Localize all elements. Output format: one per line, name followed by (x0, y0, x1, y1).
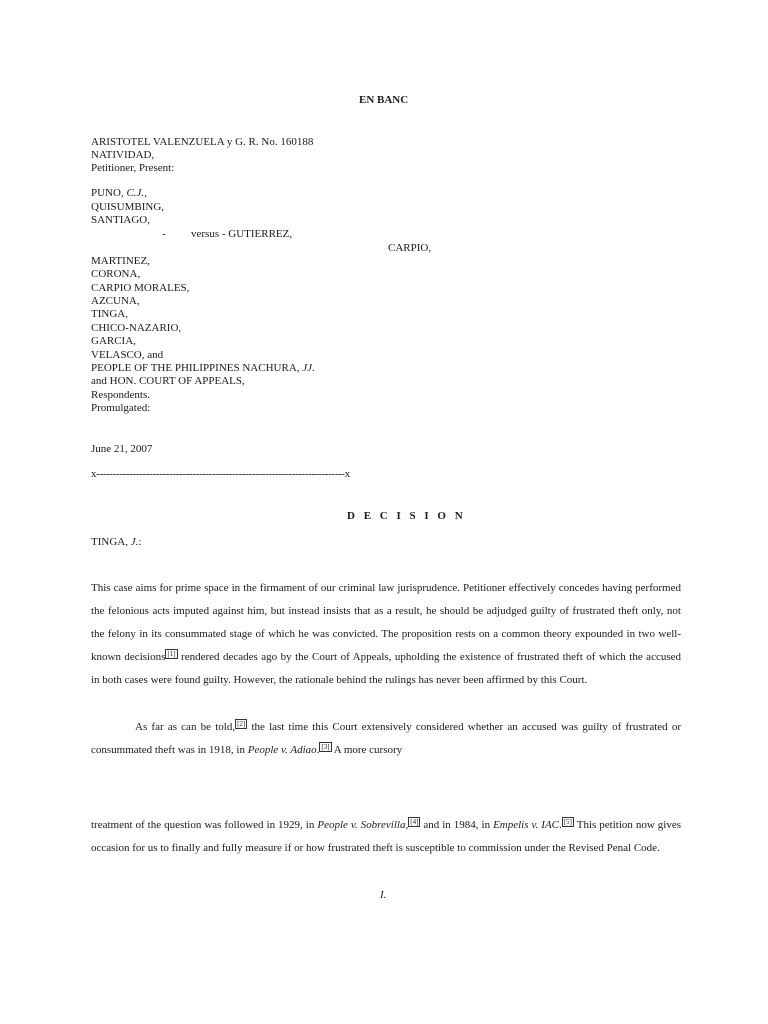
versus-line: versus - GUTIERREZ, (191, 228, 293, 240)
ponente-name: TINGA, (91, 536, 131, 548)
paragraph-line: occasion for us to finally and fully measure if or how frustrated theft is susceptible to commission under the Revised Penal Code. (91, 842, 660, 854)
petitioner-line-1: ARISTOTEL VALENZUELA y G. R. No. 160188 (91, 136, 314, 148)
text-run: known decisions (91, 651, 166, 663)
case-citation: Empelis v. IAC (493, 819, 560, 831)
bench-member: TINGA, (91, 308, 128, 320)
paragraph-line (91, 651, 681, 674)
bench-member: SANTIAGO, (91, 214, 150, 226)
bench-name: PUNO, (91, 187, 127, 199)
text-run: This petition now gives (573, 819, 682, 831)
decision-heading: D E C I S I O N (347, 510, 466, 522)
respondent-line-1 (91, 362, 315, 375)
bench-title: JJ (302, 362, 313, 374)
footnote-link-2[interactable]: [2] (237, 720, 246, 728)
bench-member: VELASCO, and (91, 349, 164, 361)
respondent-name: PEOPLE OF THE PHILIPPINES NACHURA, (91, 362, 303, 374)
footnote-link-1[interactable]: [1] (167, 650, 176, 658)
bench-member: CHICO-NAZARIO, (91, 322, 182, 334)
bench-member: AZCUNA, (91, 295, 140, 307)
paragraph-line: the felonious acts imputed against him, but instead insists that as a result, he should be adjudged guilty of frustrated theft only, not (91, 605, 681, 617)
bench-title: C.J. (126, 187, 145, 199)
divider-line: x---------------------------------------------------------------------------x (91, 468, 350, 480)
promulgation-date: June 21, 2007 (91, 443, 153, 455)
text-run: rendered decades ago by the Court of Appeals, upholding the existence of frustrated theft of which the accused (177, 651, 681, 663)
versus-dash: - (162, 228, 166, 240)
promulgated-label: Promulgated: (91, 402, 151, 414)
text-run: . (559, 819, 562, 831)
bench-period: . (312, 362, 315, 374)
text-run: , (405, 819, 409, 831)
paragraph-3 (91, 819, 681, 865)
bench-member: CORONA, (91, 268, 141, 280)
text-run: consummated theft was in 1918, in (91, 744, 248, 756)
bench-member: GARCIA, (91, 335, 136, 347)
ponente-colon: : (138, 536, 142, 548)
bench-comma: , (144, 187, 147, 199)
paragraph-line: in both cases were found guilty. However, the rationale behind the rulings has never been affirmed by this Court. (91, 674, 588, 686)
text-run: and in 1984, in (420, 819, 494, 831)
bench-member-puno (91, 187, 147, 200)
text-run: the last time this Court extensively considered whether an accused was guilty of frustrated or (247, 721, 681, 733)
bench-member-carpio: CARPIO, (388, 242, 432, 254)
paragraph-1 (91, 582, 681, 697)
text-run: As far as can be told, (135, 721, 236, 733)
court-division-title: EN BANC (359, 94, 409, 106)
paragraph-2 (91, 721, 681, 767)
paragraph-line (91, 819, 681, 842)
bench-member: QUISUMBING, (91, 201, 165, 213)
ponente (91, 536, 141, 549)
text-run: treatment of the question was followed in 1929, in (91, 819, 318, 831)
footnote-link-3[interactable]: [3] (321, 743, 330, 751)
petitioner-line-3: Petitioner, Present: (91, 162, 175, 174)
petitioner-line-2: NATIVIDAD, (91, 149, 155, 161)
footnote-link-5[interactable]: [5] (563, 818, 572, 826)
paragraph-line (91, 744, 681, 767)
text-run: A more cursory (331, 744, 403, 756)
respondent-line-3: Respondents. (91, 389, 150, 401)
section-numeral: I. (380, 889, 387, 901)
bench-member: CARPIO MORALES, (91, 282, 190, 294)
paragraph-line: This case aims for prime space in the firmament of our criminal law jurisprudence. Petitioner effectively concedes having performed (91, 582, 681, 594)
paragraph-line: the felony in its consummated stage of which he was convicted. The proposition rests on a common theory expounded in two well- (91, 628, 681, 640)
case-citation: People v. Sobrevilla (317, 819, 406, 831)
text-run: . (316, 744, 320, 756)
paragraph-line (91, 721, 681, 744)
respondent-line-2: and HON. COURT OF APPEALS, (91, 375, 245, 387)
footnote-link-4[interactable]: [4] (410, 818, 419, 826)
bench-member: MARTINEZ, (91, 255, 150, 267)
case-citation: People v. Adiao (247, 744, 317, 756)
ponente-title: J. (130, 536, 139, 548)
